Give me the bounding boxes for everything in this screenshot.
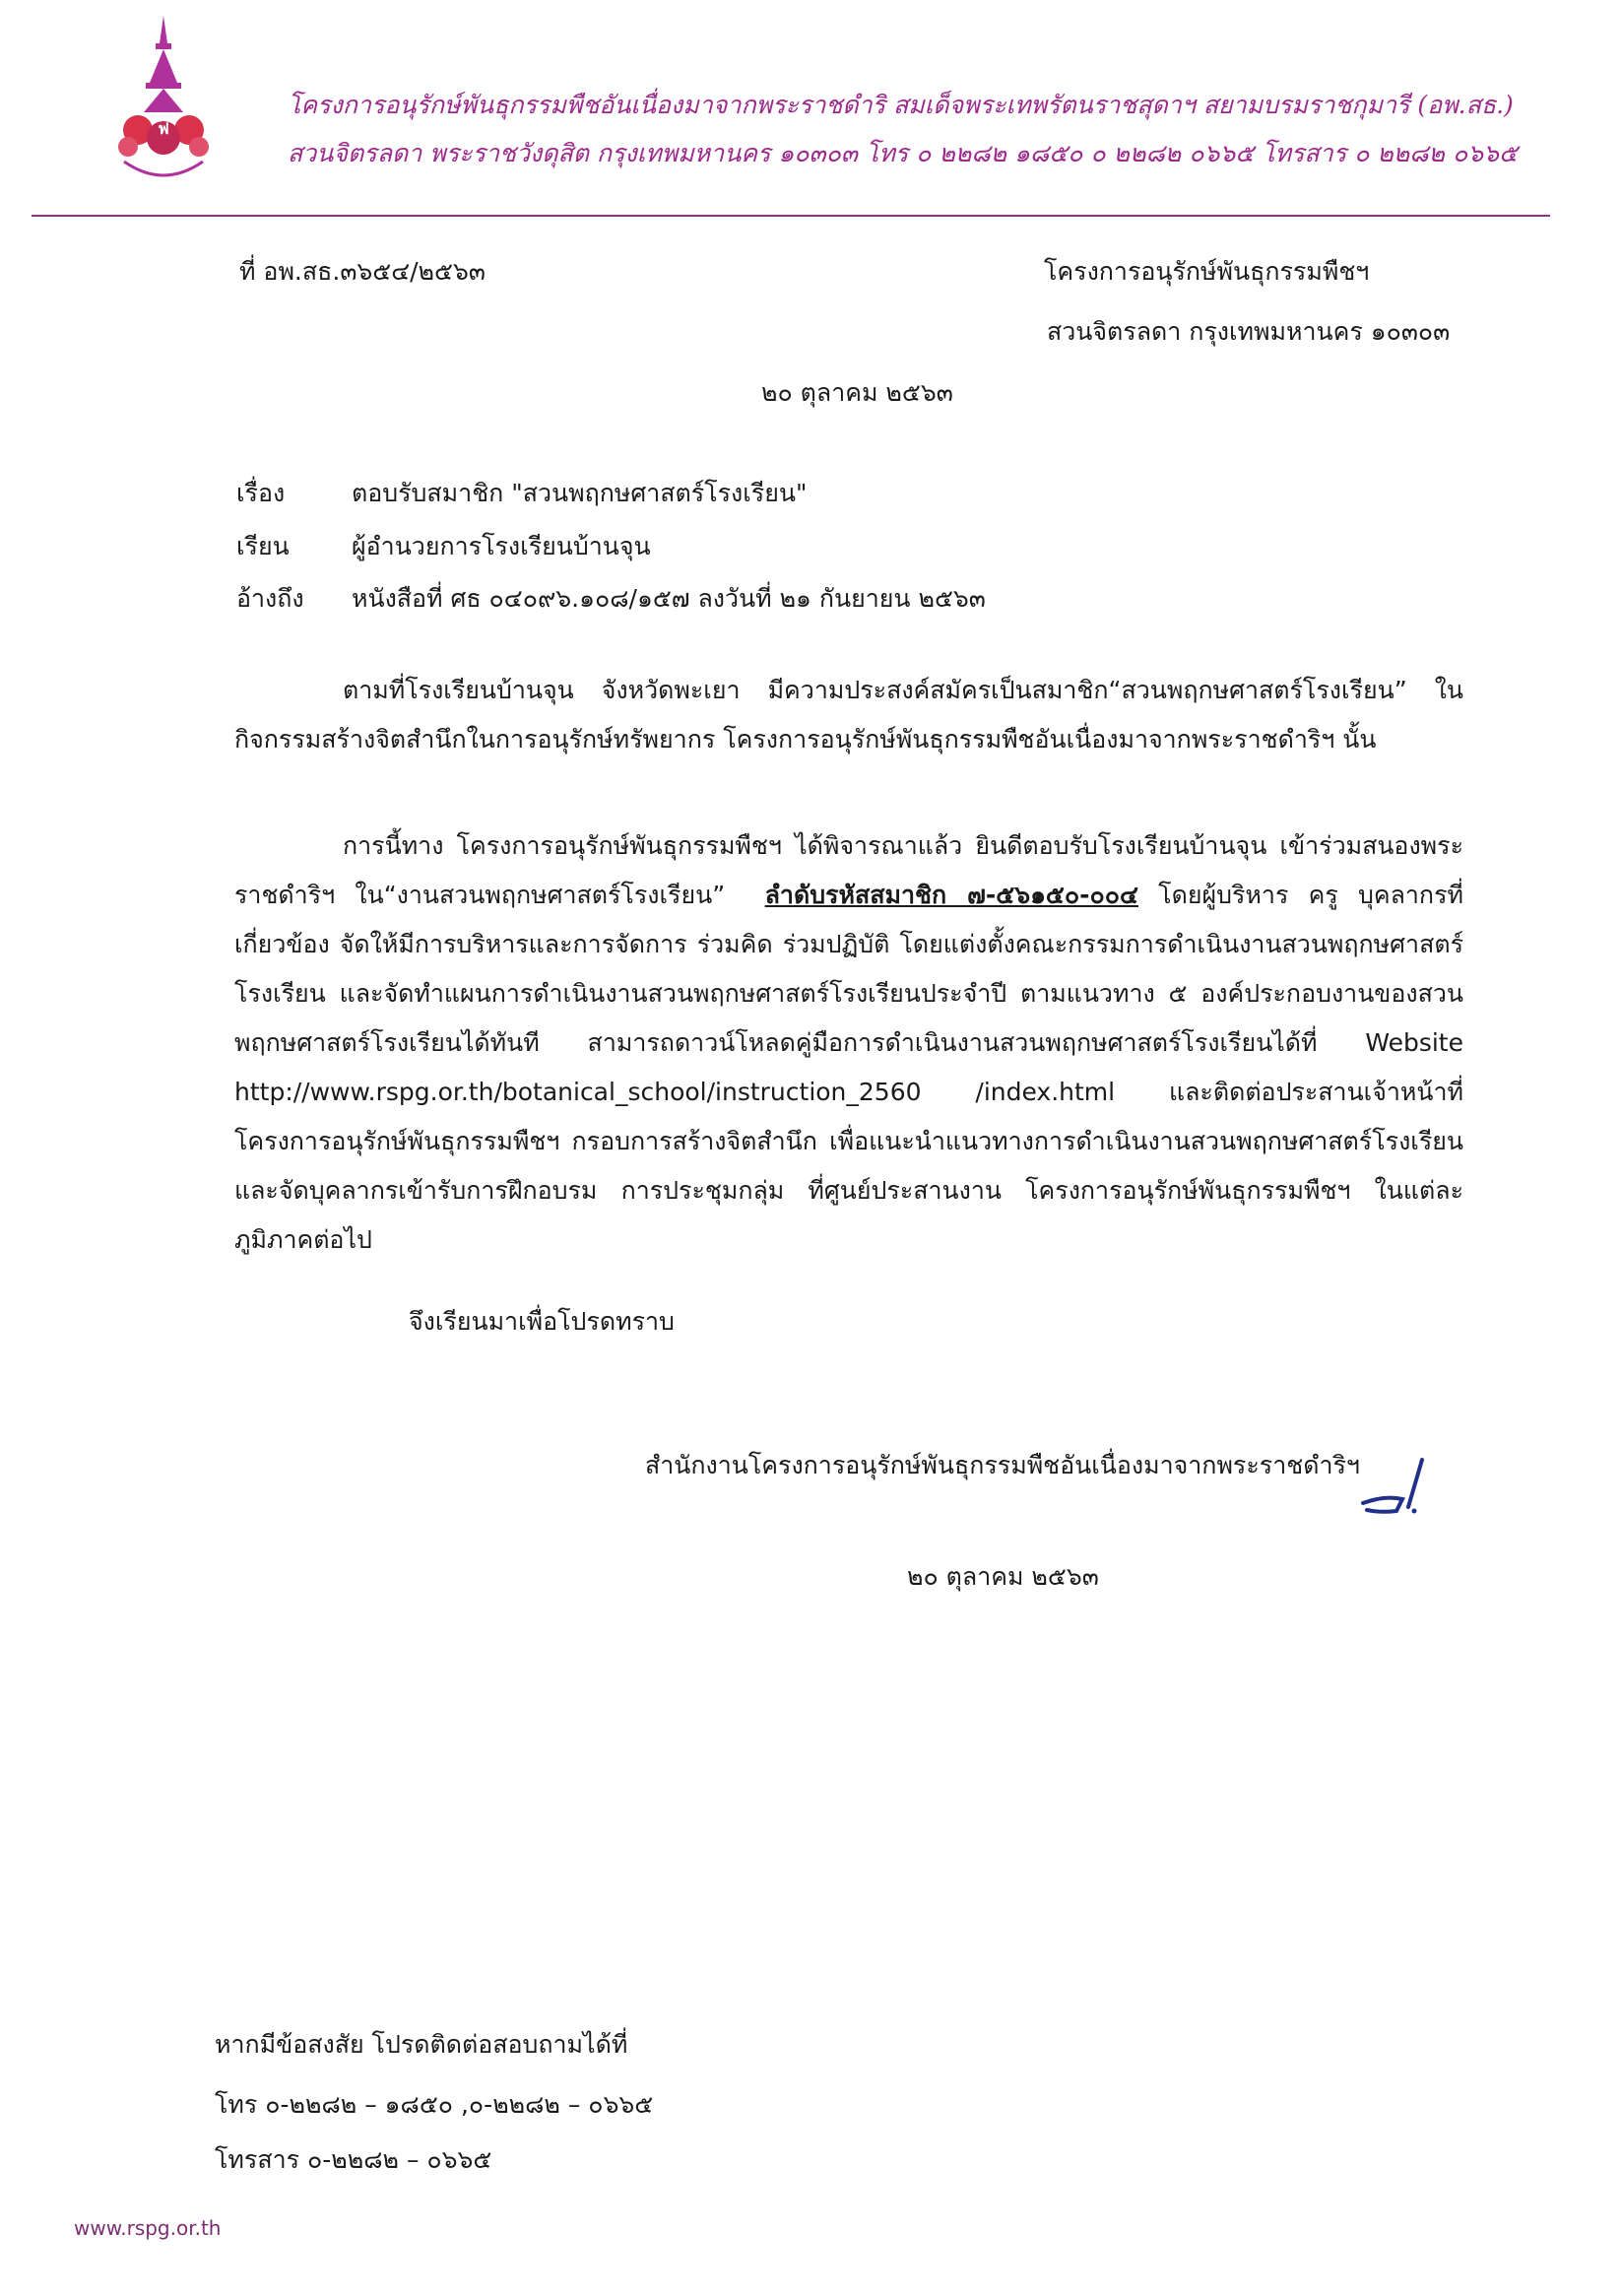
contact-fax: โทรสาร ๐-๒๒๘๒ – ๐๖๖๕: [215, 2145, 492, 2174]
contact-intro: หากมีข้อสงสัย โปรดติดต่อสอบถามได้ที่: [215, 2030, 628, 2059]
subject-text: ตอบรับสมาชิก "สวนพฤกษศาสตร์โรงเรียน": [352, 479, 808, 507]
signature-date: ๒๐ ตุลาคม ๒๕๖๓: [907, 1562, 1099, 1591]
sender-address: สวนจิตรลดา กรุงเทพมหานคร ๑๐๓๐๓: [1047, 317, 1451, 346]
body-paragraph-1-text: ตามที่โรงเรียนบ้านจุน จังหวัดพะเยา มีความประสงค์สมัครเป็นสมาชิก“สวนพฤกษศาสตร์โรงเรียน” ในกิจกรรมสร้างจิตสำนึกในการอนุรักษ์ทรัพยากร โครงการอนุรักษ์พันธุกรรมพืชอันเนื่องมาจากพระราชดำริฯ นั้น: [234, 676, 1463, 754]
reference-label: อ้างถึง: [236, 584, 304, 613]
svg-text:ฟ: ฟ: [158, 119, 169, 138]
letterhead-divider: [32, 215, 1550, 217]
contact-phone: โทร ๐-๒๒๘๒ – ๑๘๕๐ ,๐-๒๒๘๒ – ๐๖๖๕: [215, 2090, 654, 2119]
recipient-text: ผู้อำนวยการโรงเรียนบ้านจุน: [352, 532, 651, 560]
subject-label: เรื่อง: [236, 479, 286, 507]
document-date: ๒๐ ตุลาคม ๒๕๖๓: [761, 378, 953, 407]
closing-line: จึงเรียนมาเพื่อโปรดทราบ: [409, 1307, 675, 1336]
handwritten-initial-signature: [1357, 1456, 1436, 1525]
body-paragraph-2-text-a: การนี้ทาง โครงการอนุรักษ์พันธุกรรมพืชฯ ได้พิจารณาแล้ว ยินดีตอบรับโรงเรียนบ้านจุน เข้าร่วมสนองพระราชดำริฯ ใน“งานสวนพฤกษศาสตร์โรงเรียน”: [234, 831, 1463, 909]
member-code: ลำดับรหัสสมาชิก ๗-๕๖๑๕๐-๐๐๔: [764, 881, 1138, 909]
rspg-emblem-logo: [116, 14, 211, 181]
body-paragraph-2-text-b: โดยผู้บริหาร ครู บุคลากรที่เกี่ยวข้อง จัดให้มีการบริหารและการจัดการ ร่วมคิด ร่วมปฏิบัติ โดยแต่งตั้งคณะกรรมการดำเนินงานสวนพฤกษศาสตร์โรงเรียน และจัดทำแผนการดำเนินงานสวนพฤกษศาสตร์โรงเรียนประจำปี ตามแนวทาง ๕ องค์ประกอบงานของสวนพฤกษศาสตร์โรงเรียนได้ทันที สามารถดาวน์โหลดคู่มือการดำเนินงานสวนพฤกษศาสตร์โรงเรียนได้ที่ Website http://www.rspg.or.th/botanical_school/instruction_2560 /index.html และติดต่อประสานเจ้าหน้าที่ โครงการอนุรักษ์พันธุกรรมพืชฯ กรอบการสร้างจิตสำนึก เพื่อแนะนำแนวทางการดำเนินงานสวนพฤกษศาสตร์โรงเรียน และจัดบุคลากรเข้ารับการฝึกอบรม การประชุมกลุ่ม ที่ศูนย์ประสานงาน โครงการอนุรักษ์พันธุกรรมพืชฯ ในแต่ละภูมิภาคต่อไป: [234, 881, 1463, 1254]
signing-office: สำนักงานโครงการอนุรักษ์พันธุกรรมพืชอันเนื่องมาจากพระราชดำริฯ: [645, 1451, 1360, 1479]
sender-name: โครงการอนุรักษ์พันธุกรรมพืชฯ: [1044, 257, 1370, 286]
recipient-label: เรียน: [236, 532, 290, 560]
document-number: ที่ อพ.สธ.๓๖๕๔/๒๕๖๓: [239, 257, 486, 286]
letterhead-address-phone: สวนจิตรลดา พระราชวังดุสิต กรุงเทพมหานคร ๑๐๓๐๓ โทร ๐ ๒๒๘๒ ๑๘๕๐ ๐ ๒๒๘๒ ๐๖๖๕ โทรสาร ๐ ๒๒๘๒ ๐๖๖๕: [288, 139, 1518, 167]
footer-website: www.rspg.or.th: [74, 2216, 222, 2240]
body-paragraph-2: [234, 821, 1463, 1265]
reference-text: หนังสือที่ ศธ ๐๔๐๙๖.๑๐๘/๑๕๗ ลงวันที่ ๒๑ กันยายน ๒๕๖๓: [352, 584, 986, 613]
letterhead-project-name: โครงการอนุรักษ์พันธุกรรมพืชอันเนื่องมาจากพระราชดำริ สมเด็จพระเทพรัตนราชสุดาฯ สยามบรมราชกุมารี (อพ.สธ.): [288, 91, 1514, 119]
body-paragraph-1: [234, 666, 1463, 764]
